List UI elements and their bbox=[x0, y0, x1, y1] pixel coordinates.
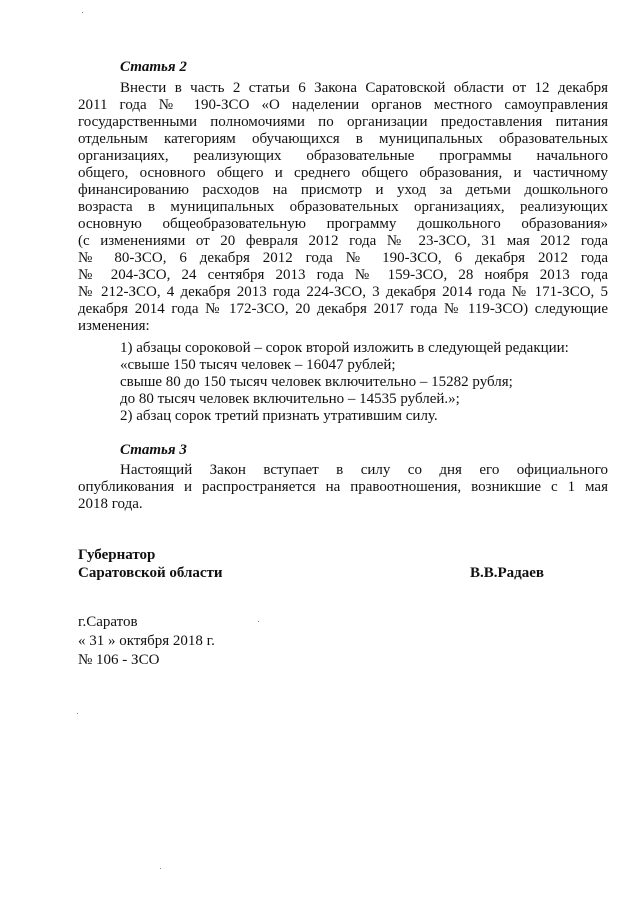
article-2-line: № 80-ЗСО, 6 декабря 2012 года № 190-ЗСО, 6 декабря 2012 года bbox=[78, 250, 608, 266]
scan-speck bbox=[258, 621, 259, 622]
article-3-line: Настоящий Закон вступает в силу со дня его официального bbox=[120, 462, 608, 478]
law-number: № 106 - ЗСО bbox=[78, 652, 160, 668]
amendment-item: 1) абзацы сороковой – сорок второй изложить в следующей редакции: bbox=[120, 340, 569, 356]
article-3-line: 2018 года. bbox=[78, 496, 143, 512]
article-2-line: возраста в муниципальных образовательных организациях, реализующих bbox=[78, 199, 608, 215]
article-2-line: Внести в часть 2 статьи 6 Закона Саратовской области от 12 декабря bbox=[120, 80, 608, 96]
article-2-line: (с изменениями от 20 февраля 2012 года № 23-ЗСО, 31 мая 2012 года bbox=[78, 233, 608, 249]
amendment-item: до 80 тысяч человек включительно – 14535 рублей.»; bbox=[120, 391, 460, 407]
place-of-signing: г.Саратов bbox=[78, 614, 138, 630]
amendment-item: свыше 80 до 150 тысяч человек включительно – 15282 рубля; bbox=[120, 374, 513, 390]
scan-speck bbox=[77, 713, 78, 714]
article-2-line: отдельным категориям обучающихся в муниципальных образовательных bbox=[78, 131, 608, 147]
signatory-title: Губернатор bbox=[78, 547, 156, 563]
amendment-item: «свыше 150 тысяч человек – 16047 рублей; bbox=[120, 357, 396, 373]
article-2-line: государственными полномочиями по организации предоставления питания bbox=[78, 114, 608, 130]
article-2-line: общего, основного общего и среднего общего образования, и частичному bbox=[78, 165, 608, 181]
article-2-line: изменения: bbox=[78, 318, 150, 334]
article-3-heading: Статья 3 bbox=[120, 442, 187, 458]
signatory-region: Саратовской области bbox=[78, 565, 223, 581]
scan-speck bbox=[160, 868, 161, 869]
article-2-line: основную общеобразовательную программу дошкольного образования» bbox=[78, 216, 608, 232]
article-2-line: 2011 года № 190-ЗСО «О наделении органов местного самоуправления bbox=[78, 97, 608, 113]
article-3-line: опубликования и распространяется на правоотношения, возникшие с 1 мая bbox=[78, 479, 608, 495]
amendment-item: 2) абзац сорок третий признать утратившим силу. bbox=[120, 408, 438, 424]
article-2-line: организациях, реализующих образовательные программы начального bbox=[78, 148, 608, 164]
article-2-line: № 204-ЗСО, 24 сентября 2013 года № 159-ЗСО, 28 ноября 2013 года bbox=[78, 267, 608, 283]
law-date: « 31 » октября 2018 г. bbox=[78, 633, 215, 649]
article-2-heading: Статья 2 bbox=[120, 59, 187, 75]
article-2-line: № 212-ЗСО, 4 декабря 2013 года 224-ЗСО, 3 декабря 2014 года № 171-ЗСО, 5 bbox=[78, 284, 608, 300]
article-2-line: финансированию расходов на присмотр и уход за детьми дошкольного bbox=[78, 182, 608, 198]
article-2-line: декабря 2014 года № 172-ЗСО, 20 декабря 2017 года № 119-ЗСО) следующие bbox=[78, 301, 608, 317]
scan-speck bbox=[82, 12, 83, 13]
signatory-name: В.В.Радаев bbox=[470, 565, 545, 581]
